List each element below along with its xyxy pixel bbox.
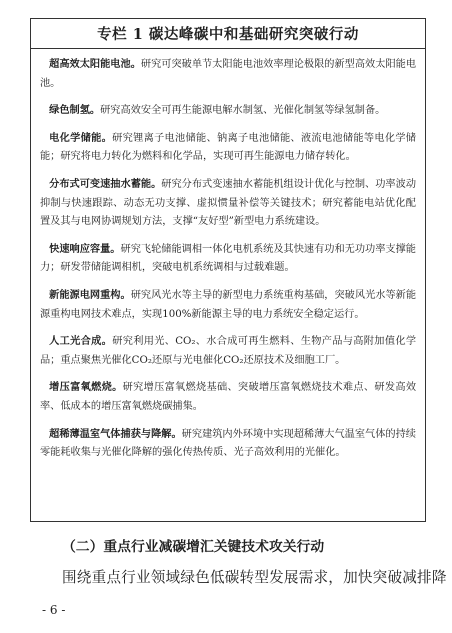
entry-text: 研究高效安全可再生能源电解水制氢、光催化制氢等绿氢制备。 [100,105,386,117]
entry-name: 快速响应容量。 [49,242,121,255]
entry-grid-reconstruction [40,286,416,324]
column-title: 专栏 1 碳达峰碳中和基础研究突破行动 [31,19,425,49]
section-heading: （二）重点行业减碳增汇关键技术攻关行动 [62,539,325,555]
entry-oxy-combustion [40,378,416,416]
entry-text: 研究锂离子电池储能、钠离子电池储能、液流电池储能等电化学储能；研究将电力转化为燃料和化学品，实现可再生能源电力储存转化。 [40,132,416,163]
entry-name: 电化学储能。 [49,131,113,144]
entry-text: 研究分布式变速抽水蓄能机组设计优化与控制、功率波动抑制与快速跟踪、动态无功支撑、虚拟惯量补偿等关键技术；研究蓄能电站优化配置及其与电网协调规划方法，支撑“友好型”新型电力系统建设。 [40,178,417,228]
entry-pumped-storage [40,175,416,232]
entry-fast-response-capacity [40,240,416,278]
entry-name: 增压富氧燃烧。 [49,381,123,394]
entry-name: 超高效太阳能电池。 [49,58,141,70]
entry-text: 研究利用光、CO₂、水合成可再生燃料、生物产品与高附加值化学品；重点聚焦光催化CO₂还原与光电催化CO₂还原技术及细胞工厂。 [40,336,417,366]
column-entries [31,49,425,463]
entry-name: 绿色制氢。 [49,104,101,117]
entry-name: 人工光合成。 [49,335,113,348]
entry-green-hydrogen [40,101,416,121]
entry-text: 研究建筑内外环境中实现超稀薄大气温室气体的持续零能耗收集与光催化降解的强化传热传质、光子高效利用的光催化。 [40,428,416,459]
page-number: - 6 - [42,603,66,617]
entry-name: 分布式可变速抽水蓄能。 [49,177,162,190]
entry-solar-cell [40,55,416,93]
entry-text: 研究增压富氧燃烧基础、突破增压富氧燃烧技术难点、研发高效率、低成本的增压富氧燃烧碳捕集。 [40,382,417,412]
body-paragraph: 围绕重点行业领域绿色低碳转型发展需求，加快突破减排降 [62,569,447,586]
entry-name: 超稀薄温室气体捕获与降解。 [49,427,182,440]
entry-text: 研究飞轮储能调相一体化电机系统及其快速有功和无功功率支撑能力；研发带储能调相机，突破电机系统调相与过载难题。 [40,243,416,274]
entry-text: 研究风光水等主导的新型电力系统重构基础，突破风光水等新能源重构电网技术难点，实现100%新能源主导的电力系统安全稳定运行。 [40,289,417,320]
entry-greenhouse-gas-capture [40,425,416,463]
entry-text: 研究可突破单节太阳能电池效率理论极限的新型高效太阳能电池。 [40,59,417,89]
entry-artificial-photosynthesis [40,332,416,370]
entry-electrochemical-storage [40,129,416,167]
column-box [30,18,426,522]
entry-name: 新能源电网重构。 [49,288,131,301]
